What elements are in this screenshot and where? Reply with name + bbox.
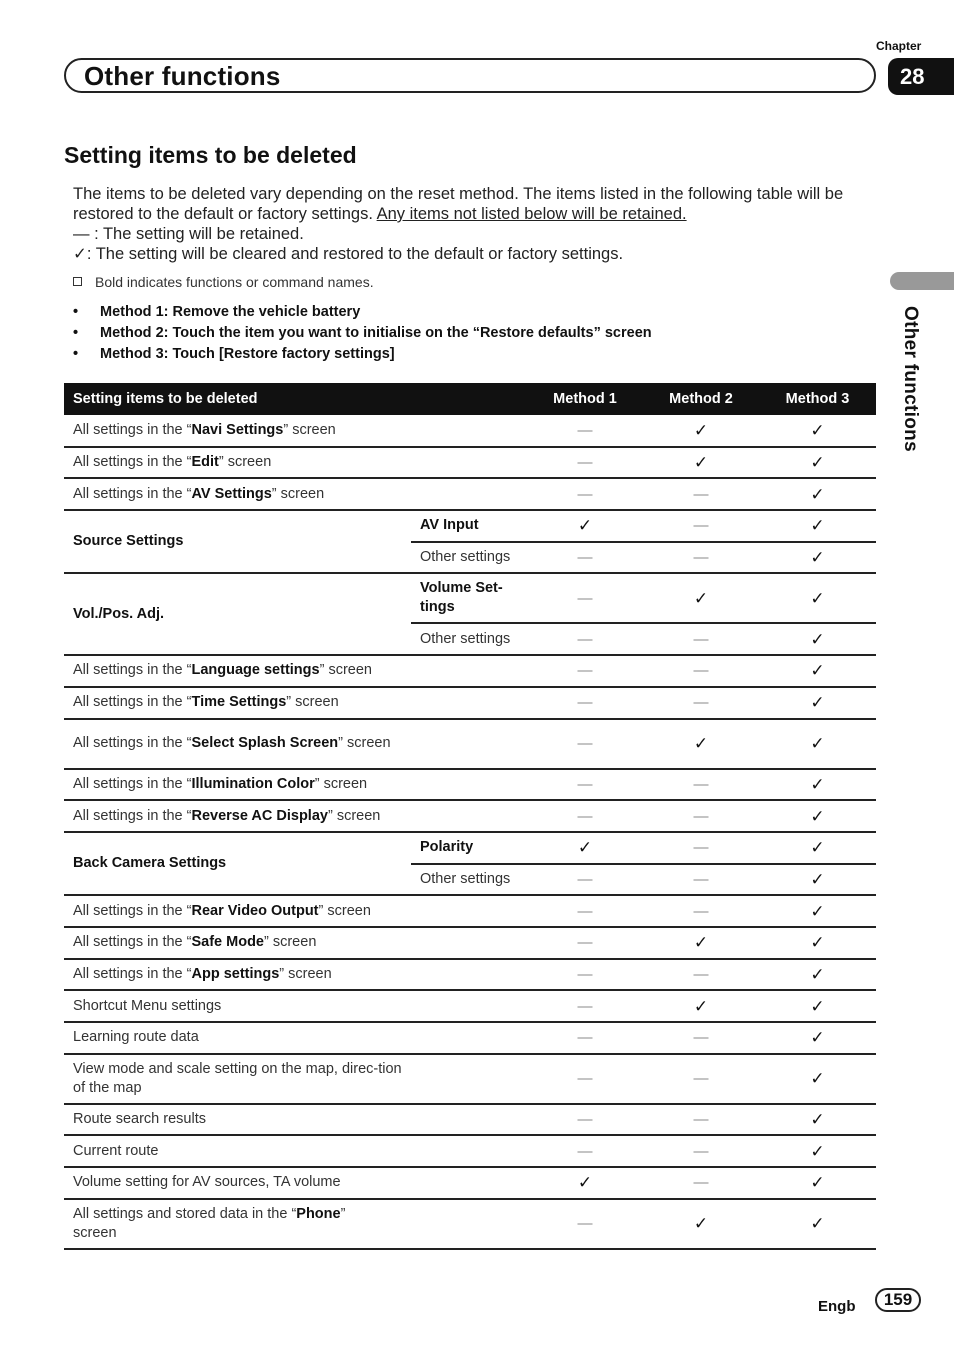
row-label: All settings in the “Reverse AC Display” screen [64, 800, 527, 832]
note-text: Bold indicates functions or command names. [95, 274, 374, 290]
method2-cell: — [643, 623, 759, 655]
side-tab-marker [890, 272, 954, 290]
table-row [64, 959, 876, 991]
method2-cell: — [643, 478, 759, 510]
method2-cell: — [643, 687, 759, 719]
method1-cell: — [527, 573, 643, 623]
row-label: Shortcut Menu settings [64, 990, 527, 1022]
row-group-label: Back Camera Settings [64, 832, 411, 895]
row-label: All settings in the “Select Splash Screen” screen [64, 719, 527, 769]
col-header-items: Setting items to be deleted [64, 383, 527, 415]
table-row [64, 990, 876, 1022]
row-sub-label: Polarity [411, 832, 527, 864]
method2-cell: — [643, 864, 759, 896]
method1-cell: — [527, 415, 643, 447]
method2-cell: — [643, 895, 759, 927]
method3-cell: ✓ [759, 415, 876, 447]
method3-cell: ✓ [759, 1022, 876, 1054]
table-row [64, 687, 876, 719]
row-sub-label: AV Input [411, 510, 527, 542]
method3-cell: ✓ [759, 1104, 876, 1136]
table-row [64, 719, 876, 769]
method3-cell: ✓ [759, 927, 876, 959]
method2-cell: ✓ [643, 415, 759, 447]
side-tab-label: Other functions [900, 306, 921, 452]
method2-cell: — [643, 800, 759, 832]
method2-cell: — [643, 1167, 759, 1199]
method2-cell: ✓ [643, 927, 759, 959]
method3-cell: ✓ [759, 1167, 876, 1199]
row-label: All settings in the “Language settings” screen [64, 655, 527, 687]
row-label: Current route [64, 1135, 527, 1167]
row-sub-label: Other settings [411, 542, 527, 574]
method-item: • Method 2: Touch the item you want to initialise on the “Restore defaults” screen [73, 323, 652, 344]
method2-cell: — [643, 832, 759, 864]
table-header-row [64, 383, 876, 415]
method3-cell: ✓ [759, 832, 876, 864]
table-row [64, 832, 876, 864]
row-label: All settings in the “Edit” screen [64, 447, 527, 479]
row-label: Learning route data [64, 1022, 527, 1054]
method1-cell: — [527, 800, 643, 832]
method1-cell: — [527, 655, 643, 687]
retained-note: Any items not listed below will be retained. [376, 205, 687, 223]
method2-cell: ✓ [643, 719, 759, 769]
page-number: 159 [875, 1288, 921, 1312]
method2-cell: — [643, 510, 759, 542]
method2-cell: — [643, 959, 759, 991]
row-label: All settings in the “Rear Video Output” screen [64, 895, 527, 927]
bullet-icon: • [73, 304, 79, 320]
col-header-method2: Method 2 [643, 383, 759, 415]
method3-cell: ✓ [759, 1199, 876, 1249]
method1-cell: — [527, 927, 643, 959]
intro-paragraph: The items to be deleted vary depending on the reset method. The items listed in the following table will be restored to the default or factory settings. Any items not listed below will be retained. [73, 185, 844, 223]
method3-cell: ✓ [759, 1054, 876, 1104]
table-row [64, 478, 876, 510]
method1-cell: — [527, 719, 643, 769]
method-item: • Method 1: Remove the vehicle battery [73, 302, 652, 323]
note [73, 274, 374, 290]
method3-cell: ✓ [759, 800, 876, 832]
chapter-label: Chapter [876, 39, 922, 53]
table-row [64, 927, 876, 959]
method3-cell: ✓ [759, 687, 876, 719]
row-label: All settings in the “Safe Mode” screen [64, 927, 527, 959]
method1-cell: — [527, 1054, 643, 1104]
row-label: Volume setting for AV sources, TA volume [64, 1167, 527, 1199]
method2-cell: ✓ [643, 573, 759, 623]
row-label: All settings in the “App settings” screen [64, 959, 527, 991]
method1-cell: — [527, 990, 643, 1022]
method2-cell: — [643, 1054, 759, 1104]
table-row [64, 655, 876, 687]
chapter-number: 28 [900, 63, 925, 89]
method3-cell: ✓ [759, 959, 876, 991]
method2-cell: ✓ [643, 447, 759, 479]
col-header-method1: Method 1 [527, 383, 643, 415]
legend-check: ✓: The setting will be cleared and restored to the default or factory settings. [73, 245, 624, 263]
method1-cell: — [527, 1199, 643, 1249]
row-label: All settings in the “Time Settings” screen [64, 687, 527, 719]
method3-cell: ✓ [759, 769, 876, 801]
method1-cell: — [527, 542, 643, 574]
col-header-method3: Method 3 [759, 383, 876, 415]
method3-cell: ✓ [759, 623, 876, 655]
table-row [64, 1167, 876, 1199]
method2-cell: — [643, 655, 759, 687]
note-box-icon [73, 277, 82, 286]
method1-cell: — [527, 1135, 643, 1167]
method1-cell: — [527, 623, 643, 655]
row-label: All settings in the “Illumination Color” screen [64, 769, 527, 801]
method2-cell: — [643, 1104, 759, 1136]
methods-list [73, 302, 652, 365]
method3-cell: ✓ [759, 990, 876, 1022]
footer-language: Engb [818, 1298, 856, 1315]
method1-cell: — [527, 864, 643, 896]
row-label: All settings in the “AV Settings” screen [64, 478, 527, 510]
method1-cell: — [527, 895, 643, 927]
section-title: Setting items to be deleted [64, 142, 357, 168]
table-row [64, 573, 876, 623]
method1-cell: — [527, 687, 643, 719]
row-label: All settings and stored data in the “Phone” screen [64, 1199, 527, 1249]
table-row [64, 1199, 876, 1249]
method3-cell: ✓ [759, 573, 876, 623]
method1-cell: — [527, 959, 643, 991]
legend-dash: — : The setting will be retained. [73, 225, 304, 243]
method3-cell: ✓ [759, 655, 876, 687]
bullet-icon: • [73, 325, 79, 341]
method3-cell: ✓ [759, 542, 876, 574]
chapter-number-badge [888, 58, 954, 95]
bullet-icon: • [73, 346, 79, 362]
method2-cell: ✓ [643, 1199, 759, 1249]
method1-cell: — [527, 478, 643, 510]
row-label: View mode and scale setting on the map, direc-tion of the map [64, 1054, 527, 1104]
page-header-title: Other functions [84, 61, 281, 91]
table-row [64, 415, 876, 447]
table-row [64, 1104, 876, 1136]
table-row [64, 769, 876, 801]
method2-cell: — [643, 1022, 759, 1054]
method-item: • Method 3: Touch [Restore factory settings] [73, 344, 652, 365]
method3-cell: ✓ [759, 478, 876, 510]
settings-table [64, 383, 876, 1250]
method1-cell: — [527, 769, 643, 801]
row-label: Route search results [64, 1104, 527, 1136]
table-row [64, 1022, 876, 1054]
row-group-label: Source Settings [64, 510, 411, 573]
table-row [64, 1054, 876, 1104]
method1-cell: ✓ [527, 510, 643, 542]
method3-cell: ✓ [759, 447, 876, 479]
row-sub-label: Other settings [411, 864, 527, 896]
method3-cell: ✓ [759, 895, 876, 927]
table-row [64, 895, 876, 927]
method1-cell: — [527, 1104, 643, 1136]
row-sub-label: Other settings [411, 623, 527, 655]
method1-cell: — [527, 447, 643, 479]
row-group-label: Vol./Pos. Adj. [64, 573, 411, 655]
method3-cell: ✓ [759, 864, 876, 896]
method1-cell: ✓ [527, 832, 643, 864]
method3-cell: ✓ [759, 510, 876, 542]
method2-cell: — [643, 1135, 759, 1167]
row-sub-label: Volume Set-tings [411, 573, 527, 623]
method1-cell: ✓ [527, 1167, 643, 1199]
method2-cell: — [643, 542, 759, 574]
table-row [64, 1135, 876, 1167]
method3-cell: ✓ [759, 719, 876, 769]
table-row [64, 510, 876, 542]
method1-cell: — [527, 1022, 643, 1054]
intro-text [73, 184, 873, 264]
method2-cell: ✓ [643, 990, 759, 1022]
method2-cell: — [643, 769, 759, 801]
row-label: All settings in the “Navi Settings” screen [64, 415, 527, 447]
table-row [64, 800, 876, 832]
method3-cell: ✓ [759, 1135, 876, 1167]
table-row [64, 447, 876, 479]
